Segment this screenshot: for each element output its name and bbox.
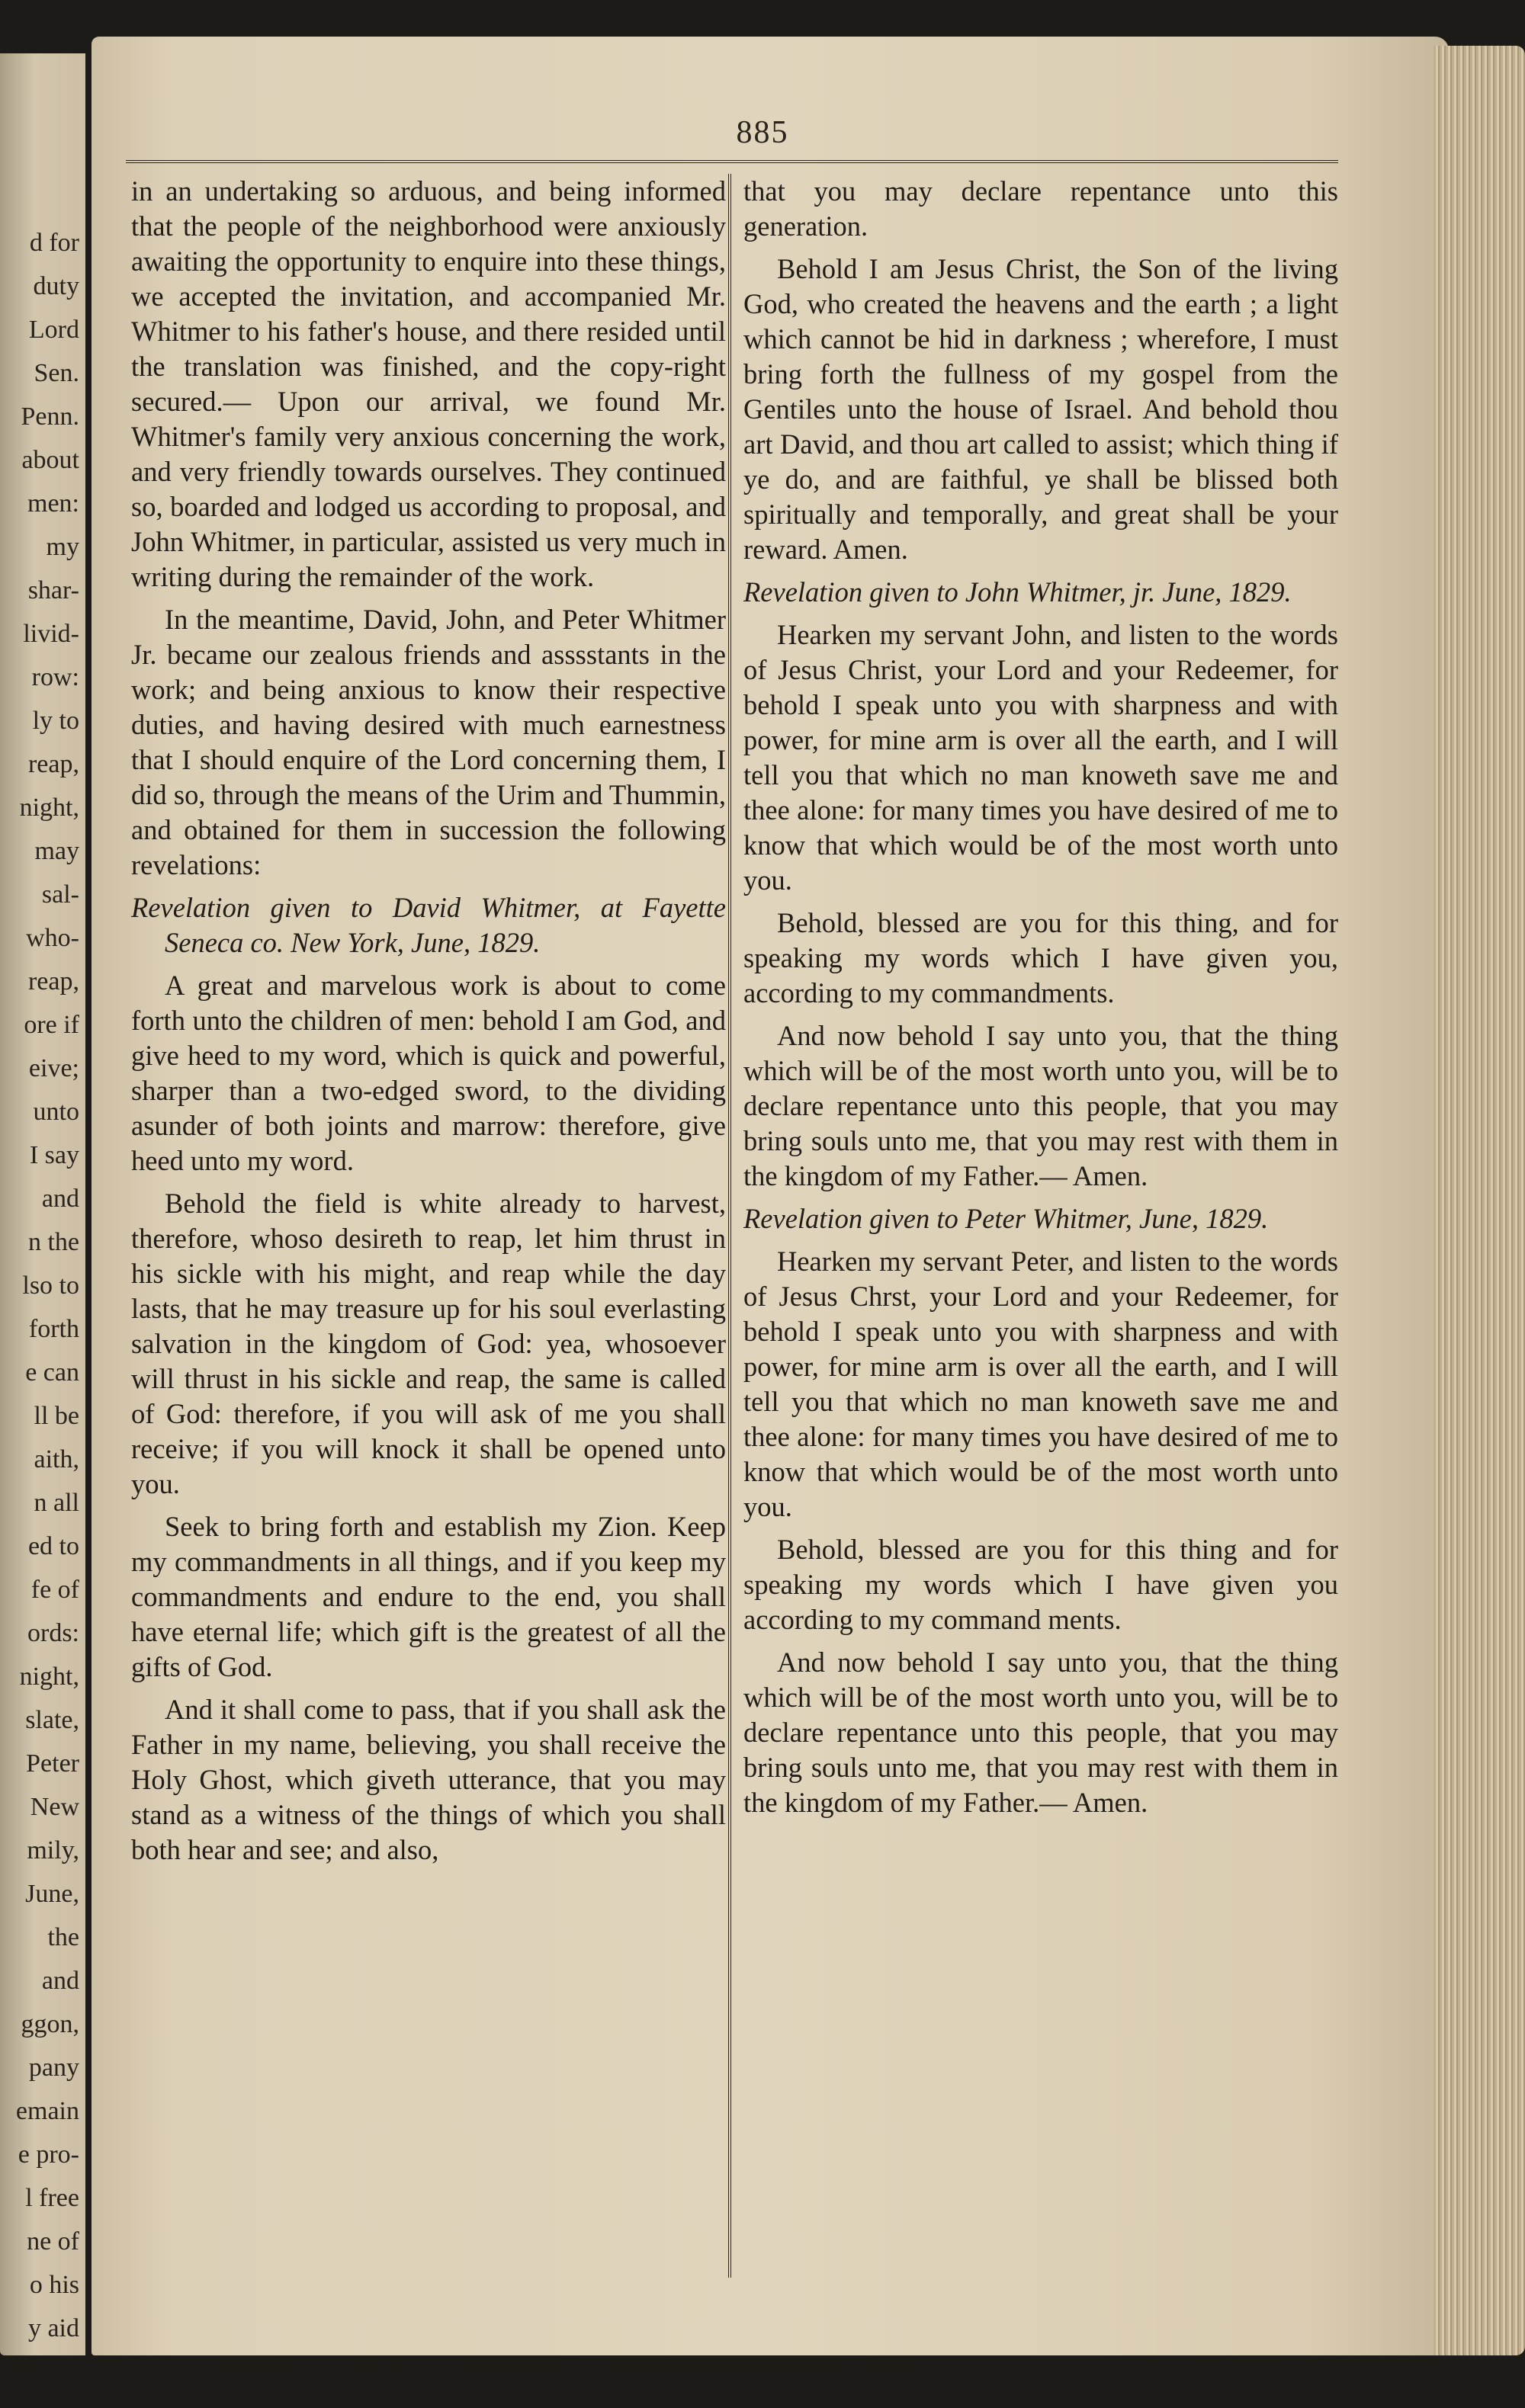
margin-fragment: ed to bbox=[27, 1532, 79, 1560]
margin-fragment: New bbox=[30, 1793, 79, 1821]
margin-fragment: my bbox=[46, 533, 79, 561]
margin-fragment: l free bbox=[25, 2184, 79, 2212]
header-rule bbox=[126, 160, 1338, 163]
facing-page-edge bbox=[0, 53, 85, 2355]
margin-fragment: ll be bbox=[34, 1402, 79, 1430]
margin-fragment: ords: bbox=[27, 1619, 79, 1647]
margin-fragment: sal- bbox=[41, 880, 79, 909]
revelation-heading: Revelation given to David Whitmer, at Fayette Seneca co. New York, June, 1829. bbox=[131, 892, 726, 958]
margin-fragment: and bbox=[41, 1185, 79, 1213]
margin-fragment: may bbox=[34, 837, 79, 865]
margin-fragment: reap, bbox=[27, 750, 79, 778]
paragraph: Seek to bring forth and establish my Zion. Keep my commandments in all things, and if you keep my commandments and endure to the end, you shall have eternal life; which gift is the greatest of all the gifts of God. bbox=[131, 1511, 726, 1682]
margin-fragment: shar- bbox=[27, 576, 79, 604]
margin-fragment: o his bbox=[29, 2271, 79, 2299]
margin-fragment: and bbox=[41, 1967, 79, 1995]
paragraph: And now behold I say unto you, that the thing which will be of the most worth unto you, will be to declare repentance unto this people, that you may bring souls unto me, that you may rest with them in the kingdom of my Father.— Amen. bbox=[743, 1646, 1338, 1818]
margin-fragment: pany bbox=[28, 2054, 79, 2082]
margin-fragment: reap, bbox=[27, 967, 79, 996]
margin-fragment: ly to bbox=[32, 707, 79, 735]
margin-fragment: who- bbox=[26, 924, 79, 952]
margin-fragment: n the bbox=[27, 1228, 79, 1256]
margin-fragment: Penn. bbox=[21, 402, 79, 431]
margin-fragment: slate, bbox=[25, 1706, 79, 1734]
margin-fragment: ggon, bbox=[21, 2010, 79, 2038]
margin-fragment: row: bbox=[31, 663, 79, 691]
margin-fragment: Sen. bbox=[34, 359, 79, 387]
page-edges bbox=[1434, 46, 1525, 2355]
margin-fragment: ore if bbox=[24, 1011, 79, 1039]
margin-fragment: Peter bbox=[26, 1749, 79, 1778]
margin-fragment: night, bbox=[19, 1663, 79, 1691]
margin-fragment: ne of bbox=[27, 2227, 79, 2256]
margin-fragment: livid- bbox=[23, 620, 79, 648]
left-column bbox=[131, 174, 726, 1875]
margin-fragment: mily, bbox=[27, 1836, 79, 1865]
paragraph: Behold, blessed are you for this thing and for speaking my words which I have given you according to my command ments. bbox=[743, 1534, 1338, 1635]
paragraph: Hearken my servant John, and listen to the words of Jesus Christ, your Lord and your Redeemer, for behold I speak unto you with sharpness and with power, for mine arm is over all the earth, and I will tell you that which no man knoweth save me and thee alone: for many times you have desired of me to know that which would be of the most worth unto you. bbox=[743, 619, 1338, 896]
margin-fragment: I say bbox=[29, 1141, 79, 1169]
paragraph: Behold I am Jesus Christ, the Son of the living God, who created the heavens and the earth ; a light which cannot be hid in darkness ; wherefore, I must bring forth the fullness of my gospel from the Gentiles unto the house of Israel. And behold thou art David, and thou art called to assist; which thing if ye do, and are faithful, ye shall be blissed both spiritually and temporally, and great shall be your reward. Amen. bbox=[743, 253, 1338, 565]
margin-fragment: n all bbox=[34, 1489, 79, 1517]
paragraph: Behold the field is white already to harvest, therefore, whoso desireth to reap, let him thrust in his sickle with his might, and reap while the day lasts, that he may treasure up for his soul everlasting salvation in the kingdom of God: yea, whosoever will thrust in his sickle and reap, the same is called of God: therefore, if you will ask of me you shall receive; if you will knock it shall be opened unto you. bbox=[131, 1188, 726, 1499]
margin-fragment: y aid bbox=[27, 2314, 79, 2342]
right-column bbox=[743, 174, 1338, 1828]
paragraph: in an undertaking so arduous, and being informed that the people of the neighborhood were anxiously awaiting the opportunity to enquire into these things, we accepted the invitation, and accompanied Mr. Whitmer to his father's house, and there resided until the translation was finished, and the copy-right secured.— Upon our arrival, we found Mr. Whitmer's family very anxious concerning the work, and very friendly towards ourselves. They continued so, boarded and lodged us according to proposal, and John Whitmer, in particular, assisted us very much in writing during the remainder of the work. bbox=[131, 175, 726, 592]
margin-fragment: men: bbox=[27, 489, 79, 518]
paragraph: And now behold I say unto you, that the thing which will be of the most worth unto you, will be to declare repentance unto this people, that you may bring souls unto me, that you may rest with them in the kingdom of my Father.— Amen. bbox=[743, 1020, 1338, 1191]
margin-fragment: the bbox=[47, 1923, 79, 1951]
paragraph: In the meantime, David, John, and Peter Whitmer Jr. became our zealous friends and asssstants in the work; and being anxious to know their respective duties, and having desired with much earnestness that I should enquire of the Lord concerning them, I did so, through the means of the Urim and Thummin, and obtained for them in succession the following revelations: bbox=[131, 604, 726, 880]
margin-fragment: forth bbox=[28, 1315, 79, 1343]
margin-fragment: unto bbox=[33, 1098, 79, 1126]
margin-fragment: fe of bbox=[30, 1576, 79, 1604]
column-divider bbox=[728, 174, 731, 2278]
margin-fragment: lso to bbox=[22, 1271, 79, 1300]
margin-fragment: e can bbox=[25, 1358, 79, 1387]
margin-fragment: e pro- bbox=[18, 2140, 79, 2169]
margin-fragment: duty bbox=[33, 272, 79, 300]
margin-fragment: Lord bbox=[28, 316, 79, 344]
margin-fragment: night, bbox=[19, 794, 79, 822]
margin-fragment: about bbox=[21, 446, 79, 474]
paragraph: that you may declare repentance unto this generation. bbox=[743, 175, 1338, 242]
revelation-heading: Revelation given to Peter Whitmer, June, 1829. bbox=[743, 1203, 1269, 1234]
margin-fragment: June, bbox=[25, 1880, 79, 1908]
paragraph: And it shall come to pass, that if you shall ask the Father in my name, believing, you shall receive the Holy Ghost, which giveth utterance, that you may stand as a witness of the things of which you shall both hear and see; and also, bbox=[131, 1694, 726, 1865]
margin-fragment: emain bbox=[15, 2097, 79, 2125]
margin-fragment: d for bbox=[29, 229, 79, 257]
paragraph: Behold, blessed are you for this thing, and for speaking my words which I have given you, according to my commandments. bbox=[743, 907, 1338, 1008]
margin-fragment: aith, bbox=[34, 1445, 79, 1473]
paragraph: Hearken my servant Peter, and listen to the words of Jesus Chrst, your Lord and your Redeemer, for behold I speak unto you with sharpness and with power, for mine arm is over all the earth, and I will tell you that which no man knoweth save me and thee alone: for many times you have desired of me to know that which would be of the most worth unto you. bbox=[743, 1246, 1338, 1522]
page-number: 885 bbox=[736, 115, 789, 150]
paragraph: A great and marvelous work is about to come forth unto the children of men: behold I am God, and give heed to my word, which is quick and powerful, sharper than a two-edged sword, to the dividing asunder of both joints and marrow: therefore, give heed unto my word. bbox=[131, 970, 726, 1176]
revelation-heading: Revelation given to John Whitmer, jr. June, 1829. bbox=[743, 576, 1292, 608]
margin-fragment: eive; bbox=[28, 1054, 79, 1082]
